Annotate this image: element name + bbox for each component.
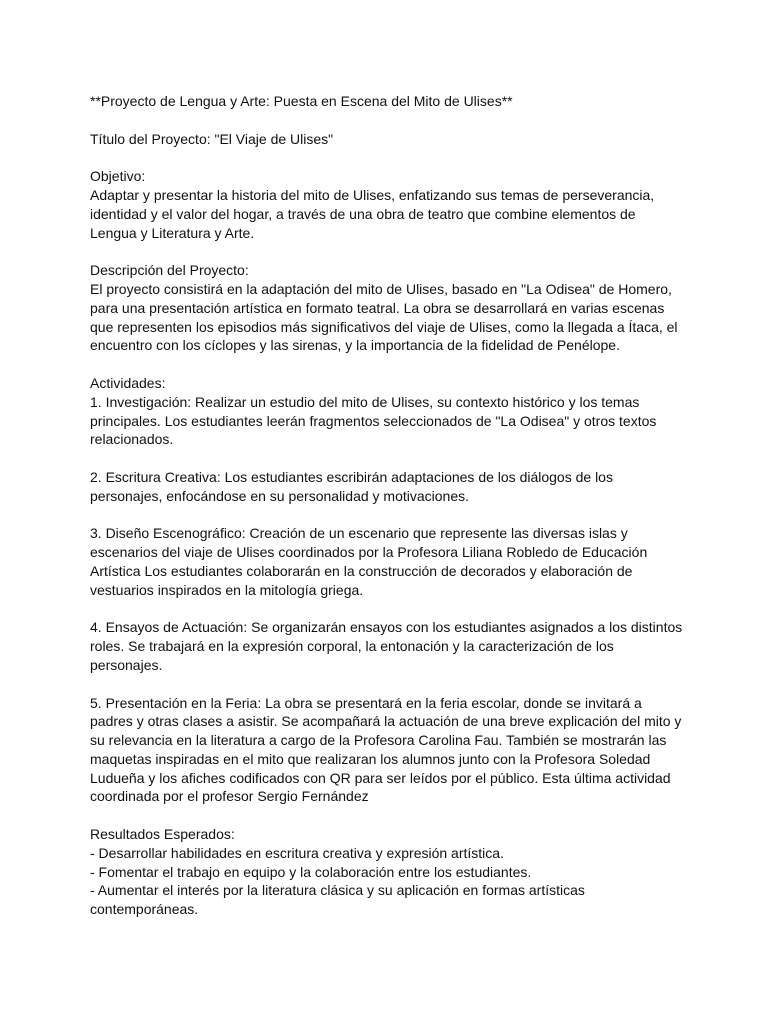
text-line: El proyecto consistirá en la adaptación del mito de Ulises, basado en "La Odisea" de Homero, [90,280,672,297]
text-line: principales. Los estudiantes leerán fragmentos seleccionados de "La Odisea" y otros textos [90,412,657,429]
text-line: Artística Los estudiantes colaborarán en la construcción de decorados y elaboración de [90,562,633,579]
description-label: Descripción del Proyecto: [90,262,249,279]
text-line: para una presentación artística en formato teatral. La obra se desarrollará en varias escenas [90,299,665,316]
text-line: 5. Presentación en la Feria: La obra se presentará en la feria escolar, donde se invitará a [90,694,642,711]
activity-item [90,374,690,449]
text-line: - Desarrollar habilidades en escritura creativa y expresión artística. [90,844,504,861]
text-line: Ludueña y los afiches codificados con QR para ser leídos por el público. Esta última actividad [90,769,671,786]
activity-item [90,524,690,599]
text-line: contemporáneas. [90,901,199,918]
text-line: Adaptar y presentar la historia del mito de Ulises, enfatizando sus temas de perseverancia, [90,186,655,203]
text-line: padres y otras clases a asistir. Se acompañará la actuación de una breve explicación del mito y [90,713,682,730]
text-line: identidad y el valor del hogar, a través de una obra de teatro que combine elementos de [90,205,636,222]
results-label: Resultados Esperados: [90,826,235,843]
activity-item [90,468,690,506]
text-line: vestuarios inspirados en la mitología griega. [90,581,364,598]
text-line: 3. Diseño Escenográfico: Creación de un escenario que represente las diversas islas y [90,525,628,542]
text-line: 2. Escritura Creativa: Los estudiantes escribirán adaptaciones de los diálogos de los [90,468,613,485]
text-line: que representen los episodios más significativos del viaje de Ulises, como la llegada a Ítaca, el [90,318,678,335]
document-heading: **Proyecto de Lengua y Arte: Puesta en Escena del Mito de Ulises** [90,93,513,109]
description-section [90,261,690,355]
text-line: encuentro con los cíclopes y las sirenas, y la importancia de la fidelidad de Penélope. [90,337,620,354]
text-line: maquetas inspiradas en el mito que realizaran los alumnos junto con la Profesora Soledad [90,750,651,767]
text-line: - Fomentar el trabajo en equipo y la colaboración entre los estudiantes. [90,863,532,880]
activities-section [90,374,690,806]
text-line: escenarios del viaje de Ulises coordinados por la Profesora Liliana Robledo de Educación [90,544,648,561]
objective-section [90,167,690,242]
text-line: Lengua y Literatura y Arte. [90,224,255,241]
text-line: - Aumentar el interés por la literatura clásica y su aplicación en formas artísticas [90,882,585,899]
text-line: relacionados. [90,431,174,448]
activities-label: Actividades: [90,374,166,391]
project-title: Título del Proyecto: "El Viaje de Ulises" [90,130,334,147]
text-line: 4. Ensayos de Actuación: Se organizarán ensayos con los estudiantes asignados a los distintos [90,619,683,636]
activity-item [90,694,690,807]
text-line: coordinada por el profesor Sergio Fernández [90,788,369,805]
objective-label: Objetivo: [90,168,146,185]
text-line: su relevancia en la literatura a cargo de la Profesora Carolina Fau. También se mostrarán las [90,732,667,749]
text-line: personajes, enfocándose en su personalidad y motivaciones. [90,487,470,504]
text-line: roles. Se trabajará en la expresión corporal, la entonación y la caracterización de los [90,638,614,655]
results-section [90,825,690,919]
activity-item [90,618,690,674]
text-line: personajes. [90,656,163,673]
text-line: 1. Investigación: Realizar un estudio del mito de Ulises, su contexto histórico y los temas [90,393,640,410]
document-page [90,92,690,919]
